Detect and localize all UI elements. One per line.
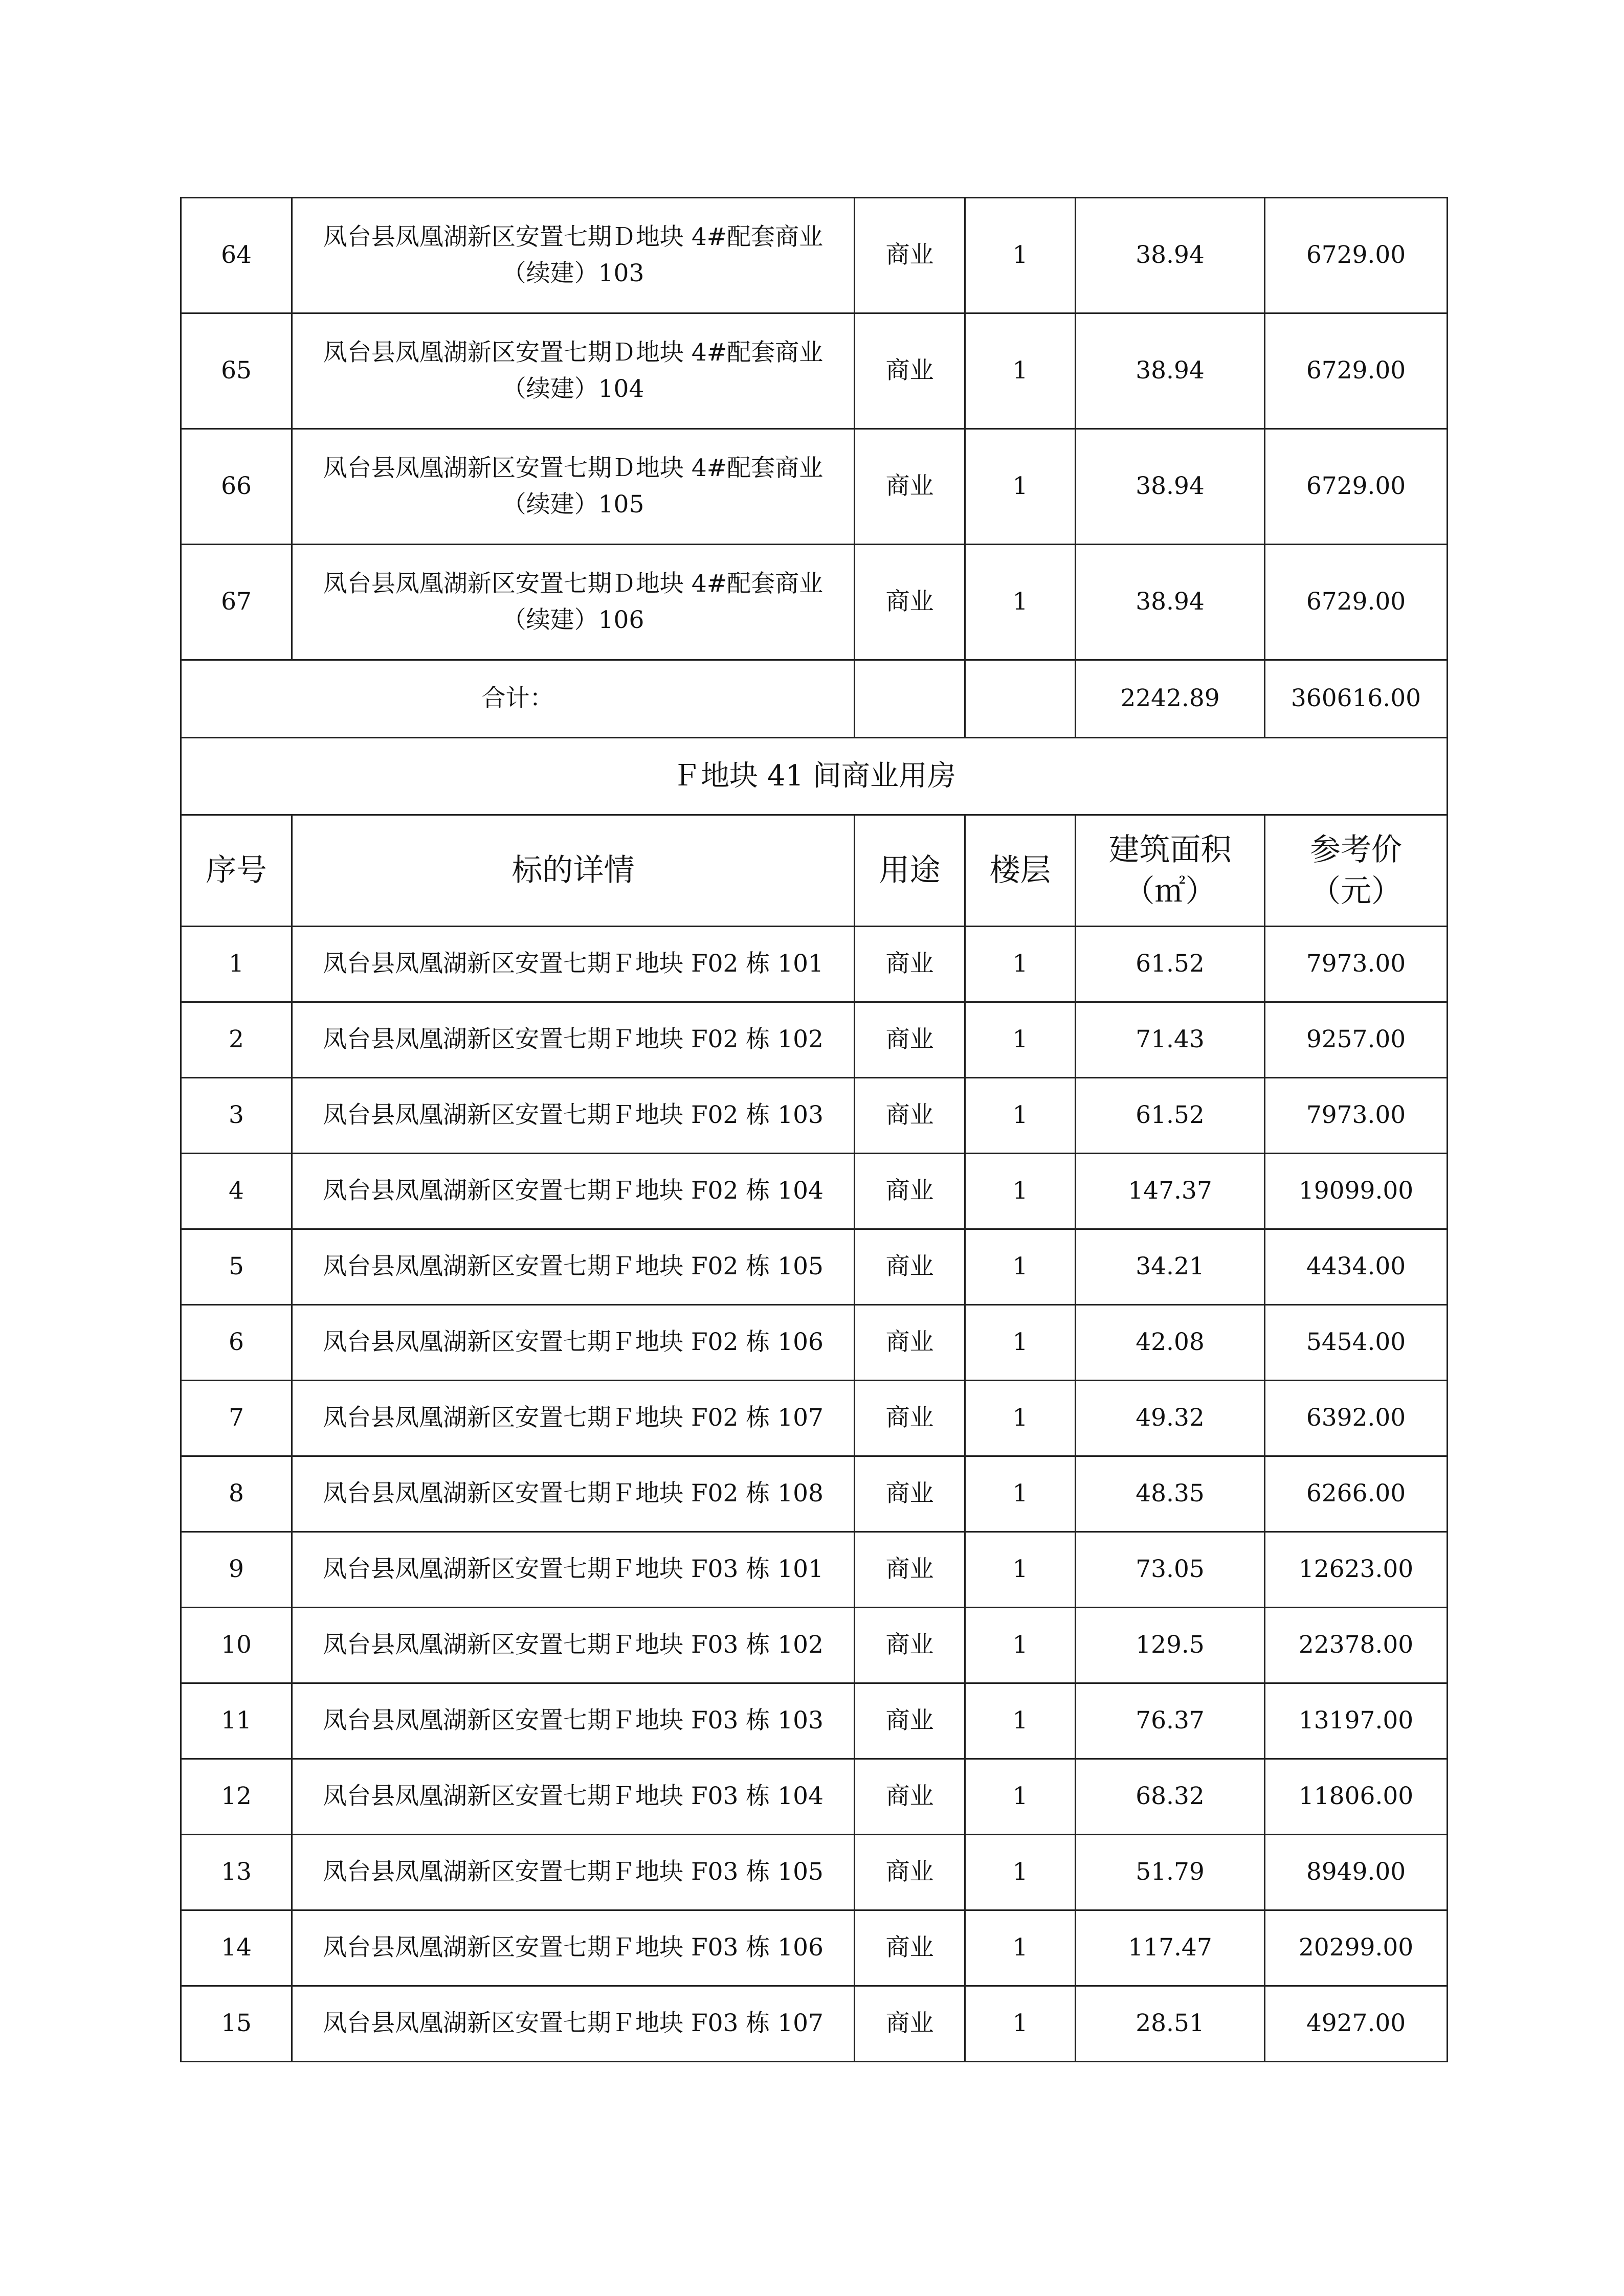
cell-price: 6729.00 bbox=[1265, 198, 1448, 313]
header-price: 参考价（元） bbox=[1265, 815, 1448, 927]
cell-no: 6 bbox=[181, 1305, 292, 1381]
cell-no: 11 bbox=[181, 1683, 292, 1759]
cell-detail: 凤台县凤凰湖新区安置七期Ｆ地块 F02 栋 108 bbox=[292, 1456, 855, 1532]
cell-floor: 1 bbox=[965, 1078, 1076, 1154]
total-area: 2242.89 bbox=[1076, 660, 1265, 738]
cell-area: 38.94 bbox=[1076, 429, 1265, 545]
cell-floor: 1 bbox=[965, 1986, 1076, 2062]
table-row bbox=[181, 1078, 1448, 1154]
cell-floor: 1 bbox=[965, 1229, 1076, 1305]
cell-area: 129.5 bbox=[1076, 1608, 1265, 1683]
total-row bbox=[181, 660, 1448, 738]
cell-use: 商业 bbox=[855, 1456, 965, 1532]
cell-detail: 凤台县凤凰湖新区安置七期Ｆ地块 F02 栋 107 bbox=[292, 1381, 855, 1456]
cell-area: 61.52 bbox=[1076, 927, 1265, 1002]
cell-no: 8 bbox=[181, 1456, 292, 1532]
cell-use: 商业 bbox=[855, 313, 965, 429]
cell-price: 7973.00 bbox=[1265, 927, 1448, 1002]
cell-no: 2 bbox=[181, 1002, 292, 1078]
cell-detail: 凤台县凤凰湖新区安置七期Ｆ地块 F03 栋 101 bbox=[292, 1532, 855, 1608]
cell-price: 8949.00 bbox=[1265, 1835, 1448, 1910]
cell-no: 9 bbox=[181, 1532, 292, 1608]
table-row bbox=[181, 1910, 1448, 1986]
header-detail: 标的详情 bbox=[292, 815, 855, 927]
cell-detail: 凤台县凤凰湖新区安置七期Ｆ地块 F03 栋 107 bbox=[292, 1986, 855, 2062]
cell-floor: 1 bbox=[965, 927, 1076, 1002]
cell-price: 9257.00 bbox=[1265, 1002, 1448, 1078]
cell-use: 商业 bbox=[855, 1305, 965, 1381]
cell-price: 12623.00 bbox=[1265, 1532, 1448, 1608]
cell-use: 商业 bbox=[855, 429, 965, 545]
cell-use: 商业 bbox=[855, 927, 965, 1002]
cell-use: 商业 bbox=[855, 1986, 965, 2062]
table-row bbox=[181, 545, 1448, 660]
cell-price: 7973.00 bbox=[1265, 1078, 1448, 1154]
table-row bbox=[181, 1002, 1448, 1078]
cell-area: 42.08 bbox=[1076, 1305, 1265, 1381]
cell-price: 6392.00 bbox=[1265, 1381, 1448, 1456]
cell-area: 38.94 bbox=[1076, 545, 1265, 660]
cell-floor: 1 bbox=[965, 429, 1076, 545]
cell-area: 38.94 bbox=[1076, 198, 1265, 313]
cell-no: 7 bbox=[181, 1381, 292, 1456]
cell-area: 49.32 bbox=[1076, 1381, 1265, 1456]
table-row bbox=[181, 1986, 1448, 2062]
table-row bbox=[181, 1154, 1448, 1229]
cell-use: 商业 bbox=[855, 1835, 965, 1910]
cell-floor: 1 bbox=[965, 313, 1076, 429]
f-block-rows bbox=[181, 927, 1448, 2062]
cell-area: 38.94 bbox=[1076, 313, 1265, 429]
table-row bbox=[181, 1305, 1448, 1381]
cell-area: 28.51 bbox=[1076, 1986, 1265, 2062]
cell-floor: 1 bbox=[965, 1683, 1076, 1759]
cell-area: 34.21 bbox=[1076, 1229, 1265, 1305]
cell-use: 商业 bbox=[855, 1002, 965, 1078]
cell-use: 商业 bbox=[855, 1229, 965, 1305]
cell-area: 117.47 bbox=[1076, 1910, 1265, 1986]
cell-detail: 凤台县凤凰湖新区安置七期Ｆ地块 F03 栋 102 bbox=[292, 1608, 855, 1683]
cell-no: 13 bbox=[181, 1835, 292, 1910]
cell-floor: 1 bbox=[965, 1608, 1076, 1683]
cell-floor: 1 bbox=[965, 198, 1076, 313]
table-row bbox=[181, 1835, 1448, 1910]
cell-use: 商业 bbox=[855, 545, 965, 660]
cell-price: 22378.00 bbox=[1265, 1608, 1448, 1683]
table-row bbox=[181, 1759, 1448, 1835]
table-row bbox=[181, 198, 1448, 313]
cell-price: 4927.00 bbox=[1265, 1986, 1448, 2062]
cell-price: 11806.00 bbox=[1265, 1759, 1448, 1835]
cell-floor: 1 bbox=[965, 1759, 1076, 1835]
section-title-row bbox=[181, 738, 1448, 815]
cell-detail: 凤台县凤凰湖新区安置七期Ｆ地块 F02 栋 103 bbox=[292, 1078, 855, 1154]
cell-no: 15 bbox=[181, 1986, 292, 2062]
cell-area: 71.43 bbox=[1076, 1002, 1265, 1078]
cell-detail: 凤台县凤凰湖新区安置七期Ｆ地块 F03 栋 105 bbox=[292, 1835, 855, 1910]
cell-use: 商业 bbox=[855, 1381, 965, 1456]
cell-no: 3 bbox=[181, 1078, 292, 1154]
cell-no: 65 bbox=[181, 313, 292, 429]
cell-floor: 1 bbox=[965, 1002, 1076, 1078]
cell-no: 10 bbox=[181, 1608, 292, 1683]
cell-use: 商业 bbox=[855, 1759, 965, 1835]
total-price: 360616.00 bbox=[1265, 660, 1448, 738]
cell-detail: 凤台县凤凰湖新区安置七期Ｆ地块 F02 栋 105 bbox=[292, 1229, 855, 1305]
cell-area: 73.05 bbox=[1076, 1532, 1265, 1608]
cell-use: 商业 bbox=[855, 198, 965, 313]
cell-detail: 凤台县凤凰湖新区安置七期Ｄ地块 4#配套商业（续建）104 bbox=[292, 313, 855, 429]
cell-floor: 1 bbox=[965, 1456, 1076, 1532]
cell-no: 67 bbox=[181, 545, 292, 660]
cell-no: 66 bbox=[181, 429, 292, 545]
cell-no: 4 bbox=[181, 1154, 292, 1229]
table-row bbox=[181, 927, 1448, 1002]
cell-use: 商业 bbox=[855, 1608, 965, 1683]
header-floor: 楼层 bbox=[965, 815, 1076, 927]
header-area: 建筑面积（㎡） bbox=[1076, 815, 1265, 927]
cell-detail: 凤台县凤凰湖新区安置七期Ｆ地块 F03 栋 104 bbox=[292, 1759, 855, 1835]
cell-price: 6266.00 bbox=[1265, 1456, 1448, 1532]
cell-detail: 凤台县凤凰湖新区安置七期Ｄ地块 4#配套商业（续建）103 bbox=[292, 198, 855, 313]
cell-price: 6729.00 bbox=[1265, 429, 1448, 545]
cell-area: 51.79 bbox=[1076, 1835, 1265, 1910]
cell-area: 76.37 bbox=[1076, 1683, 1265, 1759]
cell-detail: 凤台县凤凰湖新区安置七期Ｆ地块 F02 栋 102 bbox=[292, 1002, 855, 1078]
cell-no: 1 bbox=[181, 927, 292, 1002]
cell-area: 48.35 bbox=[1076, 1456, 1265, 1532]
header-use: 用途 bbox=[855, 815, 965, 927]
cell-floor: 1 bbox=[965, 1910, 1076, 1986]
header-row bbox=[181, 815, 1448, 927]
total-floor-empty bbox=[965, 660, 1076, 738]
cell-floor: 1 bbox=[965, 1305, 1076, 1381]
total-label: 合计： bbox=[181, 660, 855, 738]
total-use-empty bbox=[855, 660, 965, 738]
cell-detail: 凤台县凤凰湖新区安置七期Ｆ地块 F02 栋 106 bbox=[292, 1305, 855, 1381]
cell-floor: 1 bbox=[965, 545, 1076, 660]
table-row bbox=[181, 1608, 1448, 1683]
cell-no: 12 bbox=[181, 1759, 292, 1835]
cell-use: 商业 bbox=[855, 1154, 965, 1229]
cell-detail: 凤台县凤凰湖新区安置七期Ｆ地块 F02 栋 101 bbox=[292, 927, 855, 1002]
table-row bbox=[181, 1456, 1448, 1532]
cell-price: 4434.00 bbox=[1265, 1229, 1448, 1305]
cell-price: 13197.00 bbox=[1265, 1683, 1448, 1759]
table-row bbox=[181, 1381, 1448, 1456]
cell-detail: 凤台县凤凰湖新区安置七期Ｆ地块 F03 栋 106 bbox=[292, 1910, 855, 1986]
cell-area: 61.52 bbox=[1076, 1078, 1265, 1154]
cell-use: 商业 bbox=[855, 1078, 965, 1154]
cell-no: 14 bbox=[181, 1910, 292, 1986]
cell-use: 商业 bbox=[855, 1532, 965, 1608]
property-table bbox=[180, 197, 1448, 2062]
cell-price: 19099.00 bbox=[1265, 1154, 1448, 1229]
cell-floor: 1 bbox=[965, 1154, 1076, 1229]
cell-floor: 1 bbox=[965, 1532, 1076, 1608]
cell-detail: 凤台县凤凰湖新区安置七期Ｄ地块 4#配套商业（续建）106 bbox=[292, 545, 855, 660]
cell-use: 商业 bbox=[855, 1683, 965, 1759]
cell-price: 6729.00 bbox=[1265, 545, 1448, 660]
table-row bbox=[181, 313, 1448, 429]
cell-area: 68.32 bbox=[1076, 1759, 1265, 1835]
cell-floor: 1 bbox=[965, 1381, 1076, 1456]
cell-use: 商业 bbox=[855, 1910, 965, 1986]
cell-price: 5454.00 bbox=[1265, 1305, 1448, 1381]
cell-detail: 凤台县凤凰湖新区安置七期Ｆ地块 F03 栋 103 bbox=[292, 1683, 855, 1759]
cell-no: 5 bbox=[181, 1229, 292, 1305]
cell-price: 6729.00 bbox=[1265, 313, 1448, 429]
cell-area: 147.37 bbox=[1076, 1154, 1265, 1229]
table-row bbox=[181, 429, 1448, 545]
cell-detail: 凤台县凤凰湖新区安置七期Ｄ地块 4#配套商业（续建）105 bbox=[292, 429, 855, 545]
table-row bbox=[181, 1229, 1448, 1305]
section-title: Ｆ地块 41 间商业用房 bbox=[181, 738, 1448, 815]
table-row bbox=[181, 1532, 1448, 1608]
cell-detail: 凤台县凤凰湖新区安置七期Ｆ地块 F02 栋 104 bbox=[292, 1154, 855, 1229]
cell-price: 20299.00 bbox=[1265, 1910, 1448, 1986]
cell-floor: 1 bbox=[965, 1835, 1076, 1910]
table-row bbox=[181, 1683, 1448, 1759]
cell-no: 64 bbox=[181, 198, 292, 313]
header-no: 序号 bbox=[181, 815, 292, 927]
